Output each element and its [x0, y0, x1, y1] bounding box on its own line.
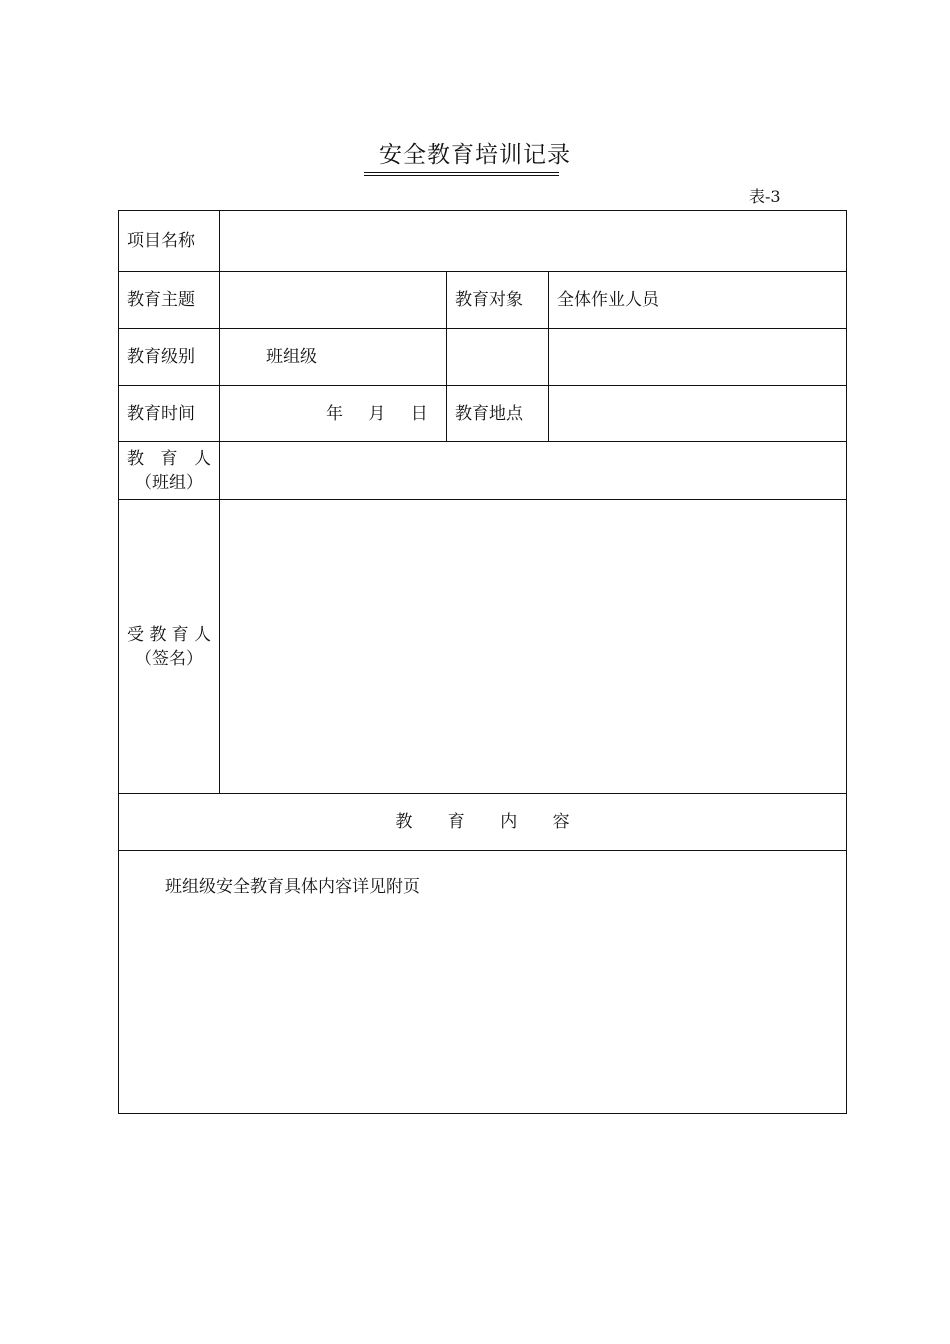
row-content-body — [119, 851, 847, 1114]
row-project-name — [119, 211, 847, 272]
project-name-field[interactable] — [220, 211, 847, 272]
row-trainees — [119, 500, 847, 794]
target-field[interactable]: 全体作业人员 — [549, 272, 847, 329]
educator-label — [119, 442, 220, 500]
project-name-label: 项目名称 — [119, 211, 220, 272]
trainees-label-line2: （签名） — [135, 648, 203, 669]
form-number: 表-3 — [749, 187, 781, 206]
time-label: 教育时间 — [119, 386, 220, 442]
training-record-table — [118, 210, 847, 1114]
topic-field[interactable] — [220, 272, 447, 329]
content-header: 教 育 内 容 — [119, 794, 847, 851]
educator-label-line2: （班组） — [135, 472, 203, 493]
title-underline-1 — [364, 172, 559, 173]
place-field[interactable] — [549, 386, 847, 442]
row-time — [119, 386, 847, 442]
row-content-header — [119, 794, 847, 851]
place-label: 教育地点 — [447, 386, 549, 442]
trainees-signature-field[interactable] — [220, 500, 847, 794]
target-label: 教育对象 — [447, 272, 549, 329]
level-label: 教育级别 — [119, 329, 220, 386]
time-field[interactable]: 年 月 日 — [220, 386, 447, 442]
level-extra-label — [447, 329, 549, 386]
level-extra-field[interactable] — [549, 329, 847, 386]
row-educator — [119, 442, 847, 500]
row-level — [119, 329, 847, 386]
content-body-field[interactable]: 班组级安全教育具体内容详见附页 — [119, 851, 847, 1114]
level-field[interactable]: 班组级 — [220, 329, 447, 386]
title-underline-2 — [364, 175, 559, 176]
document-title: 安全教育培训记录 — [379, 142, 571, 168]
row-topic — [119, 272, 847, 329]
educator-field[interactable] — [220, 442, 847, 500]
topic-label: 教育主题 — [119, 272, 220, 329]
trainees-label-line1: 受教育人 — [127, 624, 211, 645]
trainees-label — [119, 500, 220, 794]
educator-label-line1: 教 育 人 — [127, 448, 211, 469]
